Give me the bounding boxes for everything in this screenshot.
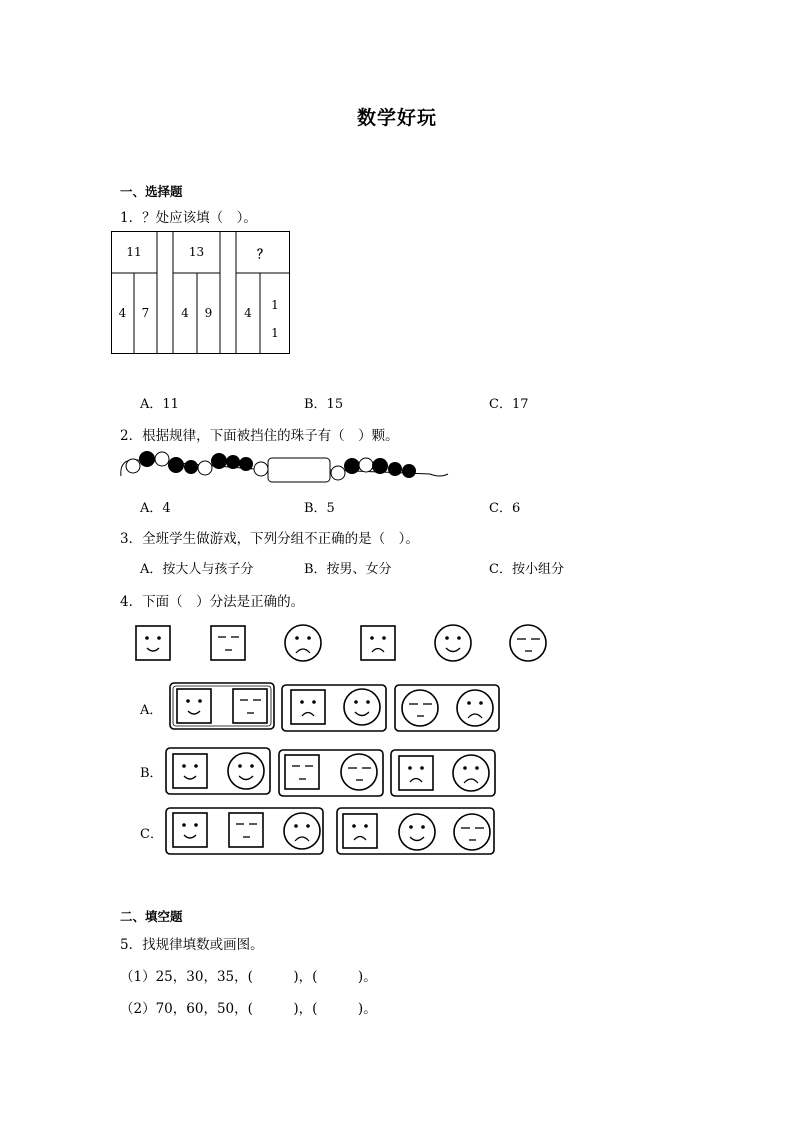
grid-bottom-3b: 1 1 (271, 298, 279, 340)
q1-option-a[interactable]: A．11 (140, 397, 179, 412)
q4-option-a[interactable]: A． (140, 703, 163, 718)
q1-option-c[interactable]: C．17 (489, 397, 529, 412)
grid-top-1: 11 (126, 245, 142, 259)
question-1-text: 1．？处应该填（ ）。 (120, 210, 257, 226)
circle-flat-face-icon (510, 625, 546, 661)
q4-option-c[interactable]: C． (140, 827, 163, 842)
grid-bottom-2a: 4 (181, 306, 189, 320)
circle-sad-face-icon (285, 625, 321, 661)
square-flat-face-icon (211, 626, 245, 660)
bead-string (118, 448, 450, 488)
q2-option-a[interactable]: A．4 (140, 501, 171, 516)
question-4-text: 4．下面（ ）分法是正确的。 (120, 594, 305, 610)
square-smile-face-icon (136, 626, 170, 660)
q3-option-a[interactable]: A．按大人与孩子分 (140, 562, 254, 577)
q4-option-b[interactable]: B． (140, 766, 163, 781)
grid-bottom-3a: 4 (244, 306, 252, 320)
q3-option-b[interactable]: B．按男、女分 (304, 562, 392, 577)
grid-bottom-1a: 4 (118, 306, 127, 320)
section-fill-heading: 二、填空题 (120, 909, 183, 924)
grid-top-2: 13 (188, 245, 205, 259)
square-sad-face-icon (361, 626, 395, 660)
question-5-part-1[interactable]: （1）25，30，35，( )，( )。 (120, 969, 377, 985)
circle-smile-face-icon (435, 625, 471, 661)
option-b-groups (166, 748, 495, 796)
q3-option-c[interactable]: C．按小组分 (489, 562, 564, 577)
grid-top-3: ？ (256, 247, 269, 261)
question-5-part-2[interactable]: （2）70，60，50，( )，( )。 (120, 1001, 377, 1017)
option-c-groups (166, 808, 494, 854)
q2-option-c[interactable]: C．6 (489, 501, 521, 516)
section-choice-heading: 一、选择题 (120, 184, 183, 199)
option-a-groups (170, 683, 499, 731)
question-2-text: 2．根据规律，下面被挡住的珠子有（ ）颗。 (120, 428, 399, 444)
q1-option-b[interactable]: B．15 (304, 397, 344, 412)
grid-bottom-2b: 9 (204, 306, 213, 320)
number-grid (111, 231, 290, 354)
question-3-text: 3．全班学生做游戏，下列分组不正确的是（ ）。 (120, 531, 419, 547)
page-title: 数学好玩 (356, 107, 437, 129)
question-5-text: 5．找规律填数或画图。 (120, 937, 264, 953)
grid-bottom-1b: 7 (141, 306, 150, 320)
q2-option-b[interactable]: B．5 (304, 501, 335, 516)
